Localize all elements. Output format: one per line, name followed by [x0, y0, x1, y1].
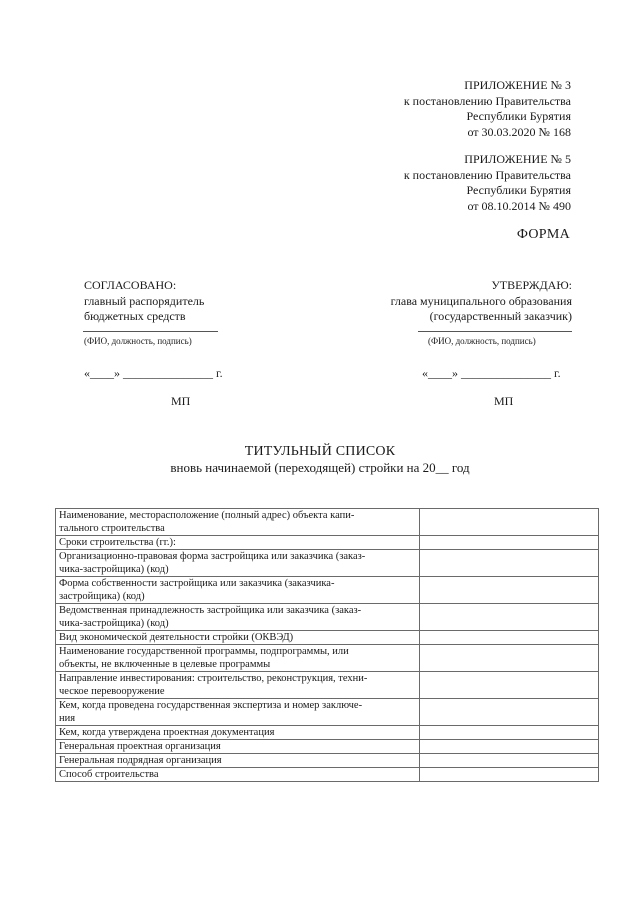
table-row — [56, 754, 599, 768]
row-value[interactable] — [420, 645, 599, 672]
row-value[interactable] — [420, 768, 599, 782]
table-row — [56, 536, 599, 550]
agreed-role-line2: бюджетных средств — [84, 309, 186, 323]
row-label: Генеральная подрядная организация — [56, 754, 420, 768]
approved-role-line2: (государственный заказчик) — [429, 309, 572, 323]
appendix-3-number: ПРИЛОЖЕНИЕ № 3 — [464, 78, 571, 92]
document-subtitle: вновь начинаемой (переходящей) стройки на 20__ год — [170, 460, 470, 475]
approved-stamp-place: МП — [494, 394, 514, 408]
row-label: Ведомственная принадлежность застройщика или заказчика (заказ- чика-застройщика) (код) — [56, 604, 420, 631]
approved-heading: УТВЕРЖДАЮ: — [491, 278, 572, 292]
agreed-date-field: «____» _______________ г. — [84, 366, 223, 380]
row-label: Кем, когда утверждена проектная документация — [56, 726, 420, 740]
approved-block — [391, 278, 572, 325]
row-value[interactable] — [420, 536, 599, 550]
agreed-role-line1: главный распорядитель — [84, 293, 205, 308]
agreed-stamp-place: МП — [171, 394, 191, 408]
appendix-5-number: ПРИЛОЖЕНИЕ № 5 — [464, 152, 571, 166]
row-label: Вид экономической деятельности стройки (ОКВЭД) — [56, 631, 420, 645]
table-row — [56, 699, 599, 726]
appendix-3-region: Республики Бурятия — [466, 109, 571, 123]
agreed-signature-line — [83, 331, 218, 332]
document-title: ТИТУЛЬНЫЙ СПИСОК — [244, 444, 396, 459]
table-row — [56, 645, 599, 672]
row-value[interactable] — [420, 726, 599, 740]
row-value[interactable] — [420, 699, 599, 726]
row-value[interactable] — [420, 604, 599, 631]
table-row — [56, 509, 599, 536]
table-row — [56, 768, 599, 782]
row-label: Направление инвестирования: строительство, реконструкция, техни- ческое перевооружение — [56, 672, 420, 699]
row-label: Кем, когда проведена государственная экспертиза и номер заключе- ния — [56, 699, 420, 726]
appendix-5-date: от 08.10.2014 № 490 — [467, 198, 571, 213]
row-label: Наименование, месторасположение (полный адрес) объекта капи- тального строительства — [56, 509, 420, 536]
appendix-5-reference: к постановлению Правительства — [403, 167, 571, 182]
appendix-3-reference: к постановлению Правительства — [403, 93, 571, 108]
title-list-table — [55, 508, 599, 782]
table-row — [56, 740, 599, 754]
row-value[interactable] — [420, 672, 599, 699]
row-value[interactable] — [420, 754, 599, 768]
table-row — [56, 726, 599, 740]
row-label: Форма собственности застройщика или заказчика (заказчика- застройщика) (код) — [56, 577, 420, 604]
row-value[interactable] — [420, 740, 599, 754]
row-label: Способ строительства — [56, 768, 420, 782]
row-value[interactable] — [420, 509, 599, 536]
row-value[interactable] — [420, 550, 599, 577]
row-label: Организационно-правовая форма застройщика или заказчика (заказ- чика-застройщика) (код) — [56, 550, 420, 577]
appendix-5-region: Республики Бурятия — [466, 183, 571, 197]
form-label: ФОРМА — [516, 227, 570, 242]
row-label: Сроки строительства (гг.): — [56, 536, 420, 550]
approved-signature-line — [418, 331, 572, 332]
appendix-3-block — [404, 78, 571, 140]
table-row — [56, 577, 599, 604]
agreed-signature-caption: (ФИО, должность, подпись) — [84, 336, 192, 346]
appendix-5-block — [404, 152, 571, 214]
table-row — [56, 631, 599, 645]
approved-date-field: «____» _______________ г. — [422, 366, 561, 380]
approved-signature-caption: (ФИО, должность, подпись) — [428, 336, 536, 346]
appendix-3-date: от 30.03.2020 № 168 — [467, 124, 571, 139]
agreed-heading: СОГЛАСОВАНО: — [84, 278, 177, 292]
row-value[interactable] — [420, 631, 599, 645]
table-row — [56, 672, 599, 699]
row-label: Наименование государственной программы, подпрограммы, или объекты, не включенные в целевые программы — [56, 645, 420, 672]
approved-role-line1: глава муниципального образования — [390, 293, 572, 308]
table-row — [56, 550, 599, 577]
agreed-block — [84, 278, 204, 325]
row-label: Генеральная проектная организация — [56, 740, 420, 754]
row-value[interactable] — [420, 577, 599, 604]
table-row — [56, 604, 599, 631]
